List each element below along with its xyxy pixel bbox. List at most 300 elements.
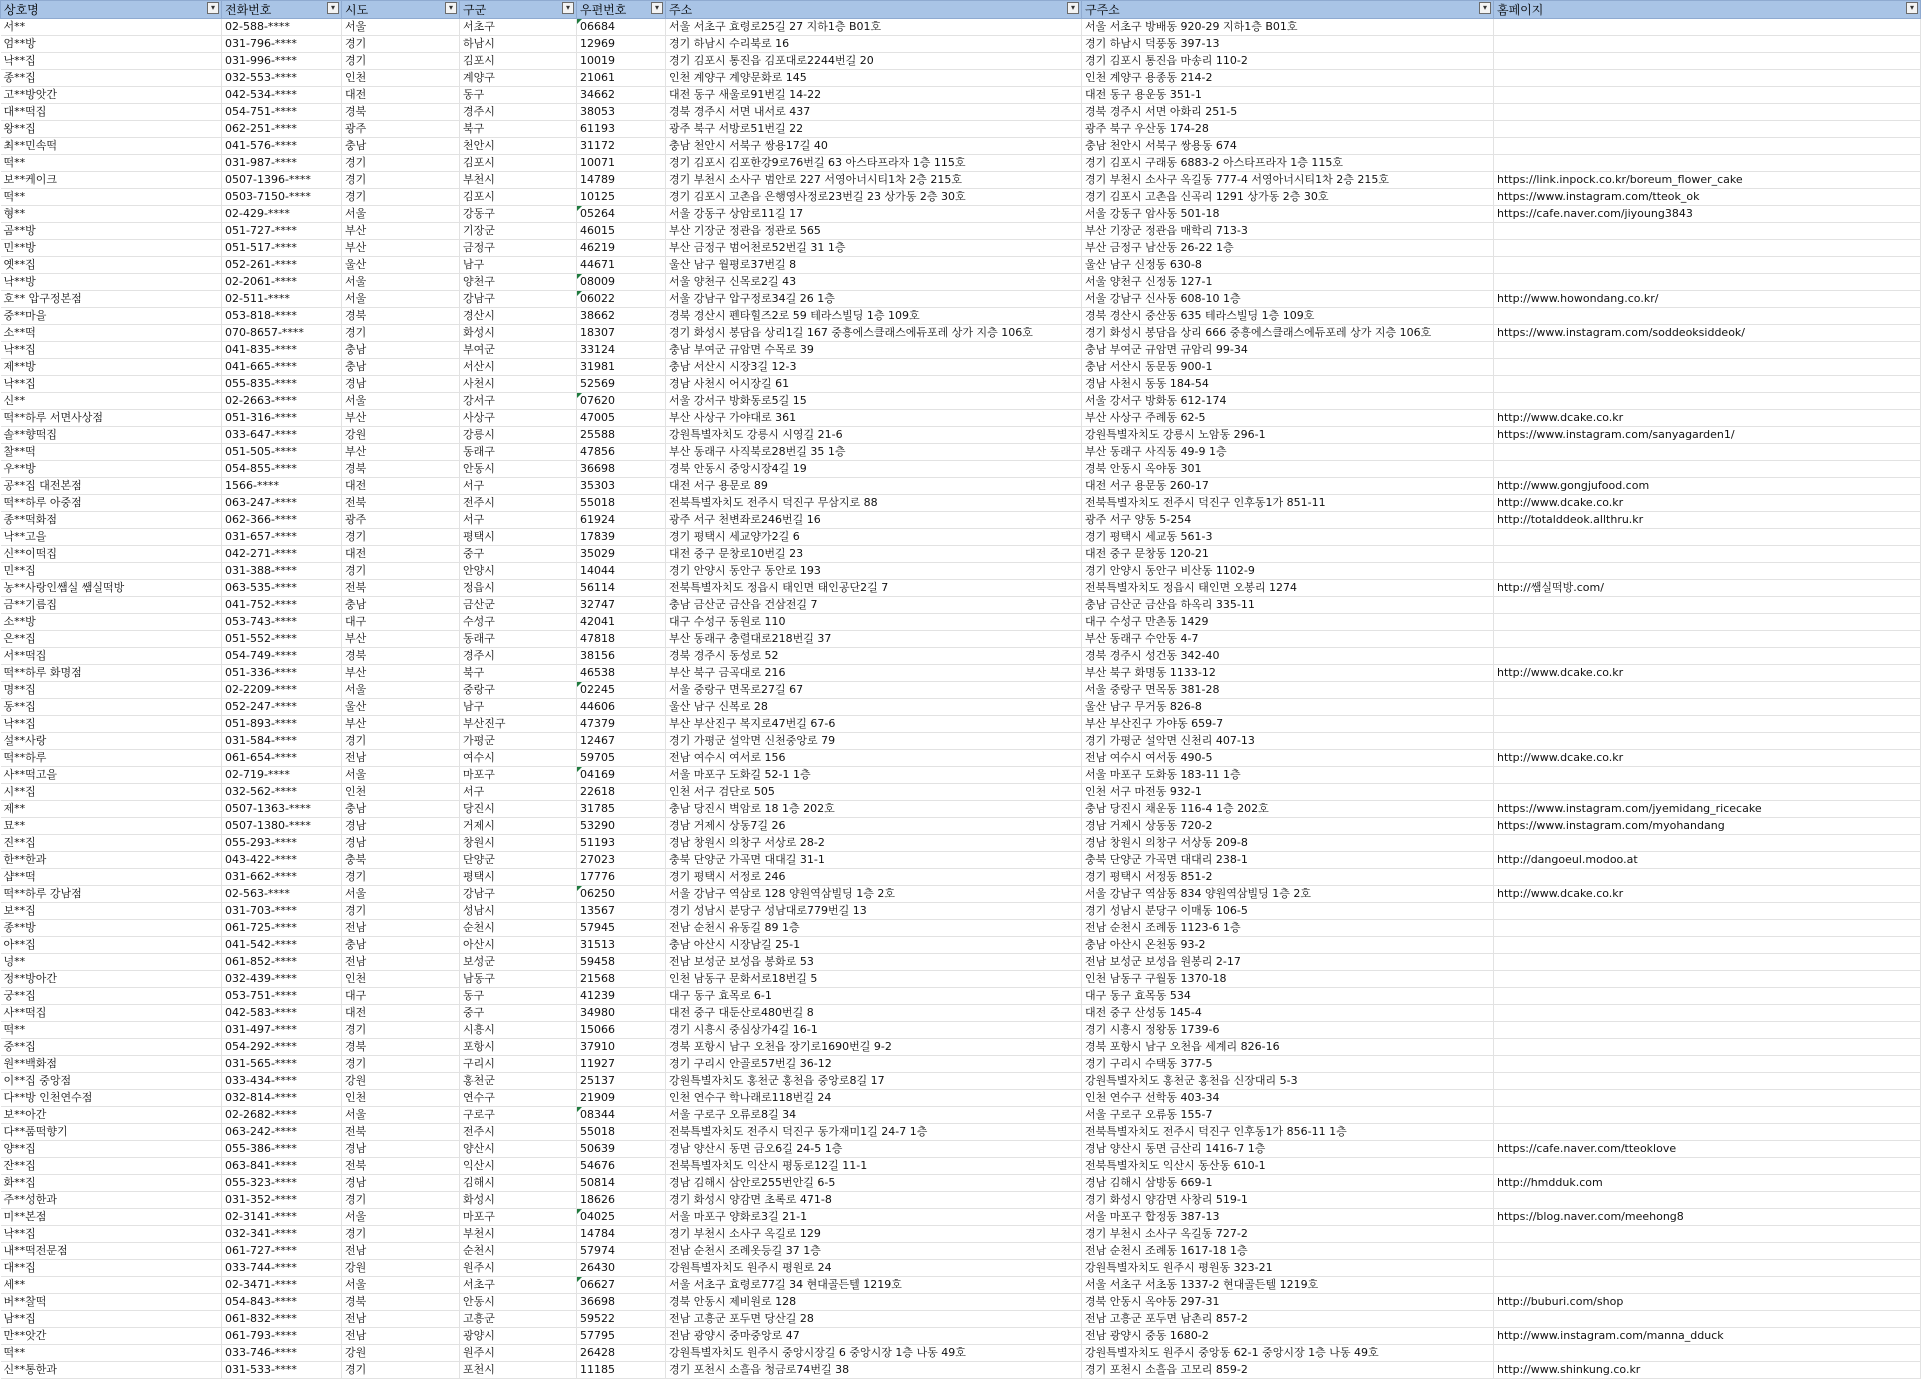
- cell-phone[interactable]: 063-247-****: [222, 495, 342, 512]
- cell-old-address[interactable]: 대구 동구 효목동 534: [1082, 988, 1494, 1005]
- cell-zip[interactable]: 46015: [577, 223, 666, 240]
- cell-province[interactable]: 울산: [342, 257, 460, 274]
- cell-homepage[interactable]: [1494, 376, 1921, 393]
- cell-phone[interactable]: 02-588-****: [222, 19, 342, 36]
- cell-homepage[interactable]: [1494, 223, 1921, 240]
- cell-district[interactable]: 사천시: [460, 376, 577, 393]
- cell-homepage[interactable]: [1494, 1073, 1921, 1090]
- cell-old-address[interactable]: 경기 김포시 통진읍 마송리 110-2: [1082, 53, 1494, 70]
- cell-zip[interactable]: 47005: [577, 410, 666, 427]
- cell-address[interactable]: 경북 안동시 중앙시장4길 19: [666, 461, 1082, 478]
- cell-province[interactable]: 경북: [342, 1294, 460, 1311]
- cell-district[interactable]: 김포시: [460, 155, 577, 172]
- cell-address[interactable]: 서울 마포구 도화길 52-1 1층: [666, 767, 1082, 784]
- cell-address[interactable]: 부산 동래구 사직북로28번길 35 1층: [666, 444, 1082, 461]
- cell-address[interactable]: 경기 안양시 동안구 동안로 193: [666, 563, 1082, 580]
- cell-province[interactable]: 전북: [342, 1124, 460, 1141]
- cell-old-address[interactable]: 인천 서구 마전동 932-1: [1082, 784, 1494, 801]
- cell-address[interactable]: 전남 광양시 중마중앙로 47: [666, 1328, 1082, 1345]
- cell-district[interactable]: 포항시: [460, 1039, 577, 1056]
- cell-district[interactable]: 화성시: [460, 325, 577, 342]
- cell-zip[interactable]: 46538: [577, 665, 666, 682]
- cell-phone[interactable]: 033-746-****: [222, 1345, 342, 1362]
- cell-homepage[interactable]: [1494, 36, 1921, 53]
- cell-province[interactable]: 서울: [342, 767, 460, 784]
- cell-district[interactable]: 성남시: [460, 903, 577, 920]
- cell-store-name[interactable]: 우**방: [1, 461, 222, 478]
- cell-district[interactable]: 원주시: [460, 1260, 577, 1277]
- cell-zip[interactable]: 10125: [577, 189, 666, 206]
- cell-address[interactable]: 경남 거제시 상동7길 26: [666, 818, 1082, 835]
- cell-store-name[interactable]: 제**방: [1, 359, 222, 376]
- cell-store-name[interactable]: 세**: [1, 1277, 222, 1294]
- cell-phone[interactable]: 061-832-****: [222, 1311, 342, 1328]
- cell-province[interactable]: 경기: [342, 1192, 460, 1209]
- cell-store-name[interactable]: 주**성한과: [1, 1192, 222, 1209]
- cell-district[interactable]: 서초구: [460, 1277, 577, 1294]
- cell-phone[interactable]: 02-563-****: [222, 886, 342, 903]
- cell-address[interactable]: 인천 서구 검단로 505: [666, 784, 1082, 801]
- cell-district[interactable]: 마포구: [460, 767, 577, 784]
- cell-zip[interactable]: 04025: [577, 1209, 666, 1226]
- cell-address[interactable]: 전북특별자치도 전주시 덕진구 동가재미1길 24-7 1층: [666, 1124, 1082, 1141]
- cell-address[interactable]: 전남 순천시 유동길 89 1층: [666, 920, 1082, 937]
- cell-store-name[interactable]: 보**아간: [1, 1107, 222, 1124]
- cell-address[interactable]: 경기 시흥시 중심상가4길 16-1: [666, 1022, 1082, 1039]
- cell-district[interactable]: 순천시: [460, 1243, 577, 1260]
- cell-phone[interactable]: 031-352-****: [222, 1192, 342, 1209]
- cell-district[interactable]: 평택시: [460, 869, 577, 886]
- cell-store-name[interactable]: 낙**집: [1, 53, 222, 70]
- cell-homepage[interactable]: [1494, 53, 1921, 70]
- cell-address[interactable]: 대구 수성구 동원로 110: [666, 614, 1082, 631]
- cell-store-name[interactable]: 미**본점: [1, 1209, 222, 1226]
- cell-store-name[interactable]: 떡**하루 아중점: [1, 495, 222, 512]
- cell-address[interactable]: 강원특별자치도 홍천군 홍천읍 중앙로8길 17: [666, 1073, 1082, 1090]
- cell-phone[interactable]: 02-2061-****: [222, 274, 342, 291]
- cell-phone[interactable]: 031-565-****: [222, 1056, 342, 1073]
- cell-province[interactable]: 경기: [342, 1056, 460, 1073]
- cell-address[interactable]: 서울 구로구 오류로8길 34: [666, 1107, 1082, 1124]
- cell-district[interactable]: 부천시: [460, 172, 577, 189]
- cell-old-address[interactable]: 부산 사상구 주례동 62-5: [1082, 410, 1494, 427]
- cell-old-address[interactable]: 충남 부여군 규암면 규암리 99-34: [1082, 342, 1494, 359]
- cell-store-name[interactable]: 다**품떡향기: [1, 1124, 222, 1141]
- cell-store-name[interactable]: 낙**집: [1, 342, 222, 359]
- cell-province[interactable]: 부산: [342, 444, 460, 461]
- cell-province[interactable]: 인천: [342, 784, 460, 801]
- cell-store-name[interactable]: 서**떡집: [1, 648, 222, 665]
- cell-address[interactable]: 경기 평택시 세교양가2길 6: [666, 529, 1082, 546]
- cell-province[interactable]: 서울: [342, 886, 460, 903]
- cell-homepage[interactable]: [1494, 546, 1921, 563]
- cell-homepage[interactable]: [1494, 1277, 1921, 1294]
- cell-store-name[interactable]: 버**찰떡: [1, 1294, 222, 1311]
- cell-zip[interactable]: 53290: [577, 818, 666, 835]
- cell-phone[interactable]: 055-323-****: [222, 1175, 342, 1192]
- cell-old-address[interactable]: 경기 하남시 덕풍동 397-13: [1082, 36, 1494, 53]
- cell-district[interactable]: 부산진구: [460, 716, 577, 733]
- cell-address[interactable]: 부산 금정구 범어천로52번길 31 1층: [666, 240, 1082, 257]
- cell-store-name[interactable]: 다**방 인천연수점: [1, 1090, 222, 1107]
- cell-old-address[interactable]: 서울 서초구 방배동 920-29 지하1층 B01호: [1082, 19, 1494, 36]
- cell-address[interactable]: 경북 경주시 동성로 52: [666, 648, 1082, 665]
- cell-homepage[interactable]: [1494, 1056, 1921, 1073]
- cell-province[interactable]: 전남: [342, 1328, 460, 1345]
- cell-zip[interactable]: 12467: [577, 733, 666, 750]
- cell-address[interactable]: 대전 중구 대둔산로480번길 8: [666, 1005, 1082, 1022]
- cell-address[interactable]: 경북 경주시 서면 내서로 437: [666, 104, 1082, 121]
- cell-homepage[interactable]: [1494, 1345, 1921, 1362]
- cell-homepage[interactable]: [1494, 359, 1921, 376]
- cell-address[interactable]: 경기 가평군 설악면 신천중앙로 79: [666, 733, 1082, 750]
- cell-zip[interactable]: 33124: [577, 342, 666, 359]
- cell-province[interactable]: 울산: [342, 699, 460, 716]
- cell-zip[interactable]: 10071: [577, 155, 666, 172]
- cell-province[interactable]: 경기: [342, 903, 460, 920]
- cell-address[interactable]: 경기 성남시 분당구 성남대로779번길 13: [666, 903, 1082, 920]
- cell-store-name[interactable]: 제**: [1, 801, 222, 818]
- cell-store-name[interactable]: 낙**방: [1, 274, 222, 291]
- cell-province[interactable]: 경남: [342, 1175, 460, 1192]
- cell-phone[interactable]: 041-752-****: [222, 597, 342, 614]
- cell-phone[interactable]: 041-576-****: [222, 138, 342, 155]
- cell-homepage[interactable]: https://www.instagram.com/tteok_ok: [1494, 189, 1921, 206]
- cell-old-address[interactable]: 부산 기장군 정관읍 매학리 713-3: [1082, 223, 1494, 240]
- cell-phone[interactable]: 061-727-****: [222, 1243, 342, 1260]
- cell-phone[interactable]: 02-511-****: [222, 291, 342, 308]
- cell-zip[interactable]: 10019: [577, 53, 666, 70]
- cell-address[interactable]: 울산 남구 월평로37번길 8: [666, 257, 1082, 274]
- cell-province[interactable]: 광주: [342, 121, 460, 138]
- cell-province[interactable]: 경기: [342, 172, 460, 189]
- cell-address[interactable]: 경남 김해시 삼안로255번안길 6-5: [666, 1175, 1082, 1192]
- cell-zip[interactable]: 25588: [577, 427, 666, 444]
- cell-address[interactable]: 충남 당진시 벽암로 18 1층 202호: [666, 801, 1082, 818]
- cell-district[interactable]: 광양시: [460, 1328, 577, 1345]
- column-header-zip[interactable]: [577, 1, 666, 19]
- cell-homepage[interactable]: [1494, 767, 1921, 784]
- cell-homepage[interactable]: https://link.inpock.co.kr/boreum_flower_cake: [1494, 172, 1921, 189]
- cell-homepage[interactable]: [1494, 444, 1921, 461]
- cell-district[interactable]: 가평군: [460, 733, 577, 750]
- cell-phone[interactable]: 061-852-****: [222, 954, 342, 971]
- cell-province[interactable]: 경기: [342, 325, 460, 342]
- cell-phone[interactable]: 051-552-****: [222, 631, 342, 648]
- cell-province[interactable]: 경기: [342, 36, 460, 53]
- cell-store-name[interactable]: 떡**하루: [1, 750, 222, 767]
- cell-phone[interactable]: 051-336-****: [222, 665, 342, 682]
- cell-zip[interactable]: 52569: [577, 376, 666, 393]
- dropdown-filter-icon[interactable]: ▾: [207, 2, 219, 14]
- cell-district[interactable]: 구로구: [460, 1107, 577, 1124]
- cell-phone[interactable]: 054-855-****: [222, 461, 342, 478]
- cell-address[interactable]: 대전 동구 새울로91번길 14-22: [666, 87, 1082, 104]
- cell-province[interactable]: 경남: [342, 818, 460, 835]
- cell-province[interactable]: 인천: [342, 1090, 460, 1107]
- cell-province[interactable]: 경기: [342, 563, 460, 580]
- cell-zip[interactable]: 47379: [577, 716, 666, 733]
- cell-address[interactable]: 인천 남동구 문화서로18번길 5: [666, 971, 1082, 988]
- cell-zip[interactable]: 04169: [577, 767, 666, 784]
- cell-store-name[interactable]: 보**케이크: [1, 172, 222, 189]
- cell-province[interactable]: 부산: [342, 716, 460, 733]
- cell-address[interactable]: 서울 강동구 상암로11길 17: [666, 206, 1082, 223]
- cell-district[interactable]: 서구: [460, 784, 577, 801]
- cell-address[interactable]: 대전 중구 문창로10번길 23: [666, 546, 1082, 563]
- cell-phone[interactable]: 055-293-****: [222, 835, 342, 852]
- cell-zip[interactable]: 14789: [577, 172, 666, 189]
- cell-province[interactable]: 서울: [342, 274, 460, 291]
- cell-zip[interactable]: 44606: [577, 699, 666, 716]
- cell-old-address[interactable]: 전남 보성군 보성읍 원봉리 2-17: [1082, 954, 1494, 971]
- cell-homepage[interactable]: https://www.instagram.com/myohandang: [1494, 818, 1921, 835]
- cell-phone[interactable]: 043-422-****: [222, 852, 342, 869]
- cell-province[interactable]: 전북: [342, 580, 460, 597]
- cell-old-address[interactable]: 경기 화성시 양감면 사창리 519-1: [1082, 1192, 1494, 1209]
- cell-old-address[interactable]: 서울 양천구 신정동 127-1: [1082, 274, 1494, 291]
- cell-zip[interactable]: 22618: [577, 784, 666, 801]
- cell-zip[interactable]: 61924: [577, 512, 666, 529]
- dropdown-filter-icon[interactable]: ▾: [327, 2, 339, 14]
- cell-province[interactable]: 부산: [342, 240, 460, 257]
- cell-zip[interactable]: 50639: [577, 1141, 666, 1158]
- cell-address[interactable]: 부산 북구 금곡대로 216: [666, 665, 1082, 682]
- cell-homepage[interactable]: http://쌤실떡방.com/: [1494, 580, 1921, 597]
- cell-address[interactable]: 경기 부천시 소사구 범안로 227 서영아너시티1차 2층 215호: [666, 172, 1082, 189]
- cell-district[interactable]: 안동시: [460, 461, 577, 478]
- cell-store-name[interactable]: 묘**: [1, 818, 222, 835]
- cell-homepage[interactable]: http://www.dcake.co.kr: [1494, 750, 1921, 767]
- cell-phone[interactable]: 054-749-****: [222, 648, 342, 665]
- cell-district[interactable]: 시흥시: [460, 1022, 577, 1039]
- cell-district[interactable]: 당진시: [460, 801, 577, 818]
- dropdown-filter-icon[interactable]: ▾: [1906, 2, 1918, 14]
- cell-store-name[interactable]: 농**사랑인쌤실 쌤실떡방: [1, 580, 222, 597]
- cell-phone[interactable]: 054-843-****: [222, 1294, 342, 1311]
- cell-province[interactable]: 인천: [342, 971, 460, 988]
- cell-homepage[interactable]: [1494, 1039, 1921, 1056]
- cell-district[interactable]: 중랑구: [460, 682, 577, 699]
- cell-homepage[interactable]: http://totalddeok.allthru.kr: [1494, 512, 1921, 529]
- cell-homepage[interactable]: https://cafe.naver.com/tteoklove: [1494, 1141, 1921, 1158]
- cell-zip[interactable]: 11185: [577, 1362, 666, 1379]
- cell-province[interactable]: 경기: [342, 53, 460, 70]
- cell-old-address[interactable]: 충남 금산군 금산읍 하옥리 335-11: [1082, 597, 1494, 614]
- cell-zip[interactable]: 51193: [577, 835, 666, 852]
- cell-zip[interactable]: 38156: [577, 648, 666, 665]
- cell-address[interactable]: 경기 화성시 양감면 초록로 471-8: [666, 1192, 1082, 1209]
- cell-zip[interactable]: 56114: [577, 580, 666, 597]
- cell-homepage[interactable]: [1494, 903, 1921, 920]
- cell-store-name[interactable]: 떡**하루 서면사상점: [1, 410, 222, 427]
- cell-phone[interactable]: 031-703-****: [222, 903, 342, 920]
- cell-homepage[interactable]: [1494, 1022, 1921, 1039]
- cell-old-address[interactable]: 대전 중구 산성동 145-4: [1082, 1005, 1494, 1022]
- cell-phone[interactable]: 02-2663-****: [222, 393, 342, 410]
- cell-address[interactable]: 광주 북구 서방로51번길 22: [666, 121, 1082, 138]
- cell-store-name[interactable]: 정**방아간: [1, 971, 222, 988]
- cell-store-name[interactable]: 동**집: [1, 699, 222, 716]
- cell-district[interactable]: 서초구: [460, 19, 577, 36]
- dropdown-filter-icon[interactable]: ▾: [1067, 2, 1079, 14]
- cell-address[interactable]: 충남 천안시 서북구 쌍용17길 40: [666, 138, 1082, 155]
- cell-store-name[interactable]: 신**: [1, 393, 222, 410]
- cell-address[interactable]: 전북특별자치도 전주시 덕진구 무삼지로 88: [666, 495, 1082, 512]
- cell-phone[interactable]: 051-316-****: [222, 410, 342, 427]
- cell-homepage[interactable]: [1494, 104, 1921, 121]
- cell-zip[interactable]: 15066: [577, 1022, 666, 1039]
- cell-district[interactable]: 강남구: [460, 291, 577, 308]
- cell-province[interactable]: 대전: [342, 87, 460, 104]
- cell-homepage[interactable]: [1494, 716, 1921, 733]
- cell-address[interactable]: 인천 연수구 학나래로118번길 24: [666, 1090, 1082, 1107]
- cell-phone[interactable]: 033-647-****: [222, 427, 342, 444]
- cell-old-address[interactable]: 부산 동래구 사직동 49-9 1층: [1082, 444, 1494, 461]
- cell-province[interactable]: 전남: [342, 1243, 460, 1260]
- cell-province[interactable]: 서울: [342, 393, 460, 410]
- cell-district[interactable]: 원주시: [460, 1345, 577, 1362]
- cell-store-name[interactable]: 잔**집: [1, 1158, 222, 1175]
- cell-district[interactable]: 포천시: [460, 1362, 577, 1379]
- cell-phone[interactable]: 054-292-****: [222, 1039, 342, 1056]
- cell-address[interactable]: 충남 금산군 금산읍 건삼전길 7: [666, 597, 1082, 614]
- cell-zip[interactable]: 06250: [577, 886, 666, 903]
- cell-homepage[interactable]: [1494, 597, 1921, 614]
- cell-address[interactable]: 광주 서구 천변좌로246번길 16: [666, 512, 1082, 529]
- cell-address[interactable]: 부산 사상구 가야대로 361: [666, 410, 1082, 427]
- cell-district[interactable]: 고흥군: [460, 1311, 577, 1328]
- cell-phone[interactable]: 062-366-****: [222, 512, 342, 529]
- cell-zip[interactable]: 07620: [577, 393, 666, 410]
- cell-old-address[interactable]: 광주 서구 양동 5-254: [1082, 512, 1494, 529]
- cell-store-name[interactable]: 민**집: [1, 563, 222, 580]
- cell-store-name[interactable]: 남**집: [1, 1311, 222, 1328]
- cell-phone[interactable]: 042-583-****: [222, 1005, 342, 1022]
- cell-store-name[interactable]: 진**집: [1, 835, 222, 852]
- cell-zip[interactable]: 38053: [577, 104, 666, 121]
- cell-province[interactable]: 서울: [342, 682, 460, 699]
- cell-province[interactable]: 강원: [342, 427, 460, 444]
- cell-homepage[interactable]: [1494, 920, 1921, 937]
- cell-homepage[interactable]: [1494, 257, 1921, 274]
- cell-store-name[interactable]: 낙**집: [1, 1226, 222, 1243]
- cell-old-address[interactable]: 대전 서구 용문동 260-17: [1082, 478, 1494, 495]
- cell-district[interactable]: 하남시: [460, 36, 577, 53]
- column-header-store-name[interactable]: [1, 1, 222, 19]
- column-header-old-address[interactable]: [1082, 1, 1494, 19]
- cell-phone[interactable]: 061-654-****: [222, 750, 342, 767]
- cell-address[interactable]: 서울 서초구 효령로77길 34 현대골든텔 1219호: [666, 1277, 1082, 1294]
- cell-old-address[interactable]: 경북 안동시 옥야동 297-31: [1082, 1294, 1494, 1311]
- cell-zip[interactable]: 14784: [577, 1226, 666, 1243]
- cell-zip[interactable]: 17839: [577, 529, 666, 546]
- cell-phone[interactable]: 031-796-****: [222, 36, 342, 53]
- cell-store-name[interactable]: 낙**집: [1, 716, 222, 733]
- cell-province[interactable]: 충남: [342, 359, 460, 376]
- cell-store-name[interactable]: 만**앗간: [1, 1328, 222, 1345]
- cell-homepage[interactable]: http://www.howondang.co.kr/: [1494, 291, 1921, 308]
- cell-address[interactable]: 전남 보성군 보성읍 봉화로 53: [666, 954, 1082, 971]
- cell-homepage[interactable]: [1494, 461, 1921, 478]
- cell-address[interactable]: 강원특별자치도 원주시 중앙시장길 6 중앙시장 1층 나동 49호: [666, 1345, 1082, 1362]
- cell-zip[interactable]: 59458: [577, 954, 666, 971]
- cell-district[interactable]: 기장군: [460, 223, 577, 240]
- cell-address[interactable]: 대구 동구 효목로 6-1: [666, 988, 1082, 1005]
- cell-homepage[interactable]: [1494, 1124, 1921, 1141]
- cell-district[interactable]: 강동구: [460, 206, 577, 223]
- cell-phone[interactable]: 031-987-****: [222, 155, 342, 172]
- cell-province[interactable]: 전남: [342, 1311, 460, 1328]
- cell-old-address[interactable]: 경기 구리시 수택동 377-5: [1082, 1056, 1494, 1073]
- cell-old-address[interactable]: 강원특별자치도 강릉시 노암동 296-1: [1082, 427, 1494, 444]
- cell-old-address[interactable]: 경기 가평군 설악면 신천리 407-13: [1082, 733, 1494, 750]
- cell-province[interactable]: 부산: [342, 631, 460, 648]
- cell-phone[interactable]: 031-388-****: [222, 563, 342, 580]
- cell-zip[interactable]: 46219: [577, 240, 666, 257]
- cell-district[interactable]: 구리시: [460, 1056, 577, 1073]
- cell-zip[interactable]: 21909: [577, 1090, 666, 1107]
- cell-address[interactable]: 충남 아산시 시장남길 25-1: [666, 937, 1082, 954]
- cell-homepage[interactable]: [1494, 937, 1921, 954]
- cell-store-name[interactable]: 사**떡집: [1, 1005, 222, 1022]
- cell-province[interactable]: 대구: [342, 988, 460, 1005]
- cell-province[interactable]: 부산: [342, 665, 460, 682]
- cell-zip[interactable]: 35303: [577, 478, 666, 495]
- column-header-address[interactable]: [666, 1, 1082, 19]
- cell-old-address[interactable]: 경남 김해시 삼방동 669-1: [1082, 1175, 1494, 1192]
- cell-zip[interactable]: 06022: [577, 291, 666, 308]
- cell-old-address[interactable]: 전남 여수시 여서동 490-5: [1082, 750, 1494, 767]
- cell-store-name[interactable]: 설**사랑: [1, 733, 222, 750]
- cell-address[interactable]: 경기 화성시 봉담읍 상리1길 167 중흥에스클래스에듀포레 상가 지층 106호: [666, 325, 1082, 342]
- cell-homepage[interactable]: [1494, 87, 1921, 104]
- cell-homepage[interactable]: [1494, 988, 1921, 1005]
- cell-old-address[interactable]: 서울 중랑구 면목동 381-28: [1082, 682, 1494, 699]
- cell-old-address[interactable]: 전남 순천시 조례동 1123-6 1층: [1082, 920, 1494, 937]
- cell-homepage[interactable]: [1494, 393, 1921, 410]
- cell-homepage[interactable]: https://www.instagram.com/sanyagarden1/: [1494, 427, 1921, 444]
- cell-district[interactable]: 강릉시: [460, 427, 577, 444]
- cell-zip[interactable]: 21061: [577, 70, 666, 87]
- cell-district[interactable]: 동래구: [460, 631, 577, 648]
- cell-old-address[interactable]: 경기 부천시 소사구 옥길동 727-2: [1082, 1226, 1494, 1243]
- cell-address[interactable]: 서울 서초구 효령로25길 27 지하1층 B01호: [666, 19, 1082, 36]
- cell-phone[interactable]: 02-2209-****: [222, 682, 342, 699]
- cell-zip[interactable]: 50814: [577, 1175, 666, 1192]
- cell-old-address[interactable]: 대구 수성구 만촌동 1429: [1082, 614, 1494, 631]
- cell-homepage[interactable]: http://buburi.com/shop: [1494, 1294, 1921, 1311]
- cell-zip[interactable]: 18626: [577, 1192, 666, 1209]
- cell-store-name[interactable]: 종**떡화점: [1, 512, 222, 529]
- cell-old-address[interactable]: 서울 마포구 도화동 183-11 1층: [1082, 767, 1494, 784]
- cell-phone[interactable]: 052-261-****: [222, 257, 342, 274]
- dropdown-filter-icon[interactable]: ▾: [445, 2, 457, 14]
- cell-store-name[interactable]: 대**집: [1, 1260, 222, 1277]
- cell-old-address[interactable]: 경북 포항시 남구 오천읍 세계리 826-16: [1082, 1039, 1494, 1056]
- cell-old-address[interactable]: 울산 남구 무거동 826-8: [1082, 699, 1494, 716]
- cell-district[interactable]: 남구: [460, 699, 577, 716]
- cell-province[interactable]: 서울: [342, 291, 460, 308]
- cell-province[interactable]: 경기: [342, 1362, 460, 1379]
- cell-old-address[interactable]: 경기 평택시 세교동 561-3: [1082, 529, 1494, 546]
- cell-store-name[interactable]: 중**집: [1, 1039, 222, 1056]
- cell-address[interactable]: 전남 고흥군 포두면 당산길 28: [666, 1311, 1082, 1328]
- cell-store-name[interactable]: 종**방: [1, 920, 222, 937]
- cell-phone[interactable]: 02-429-****: [222, 206, 342, 223]
- cell-phone[interactable]: 054-751-****: [222, 104, 342, 121]
- cell-homepage[interactable]: [1494, 1090, 1921, 1107]
